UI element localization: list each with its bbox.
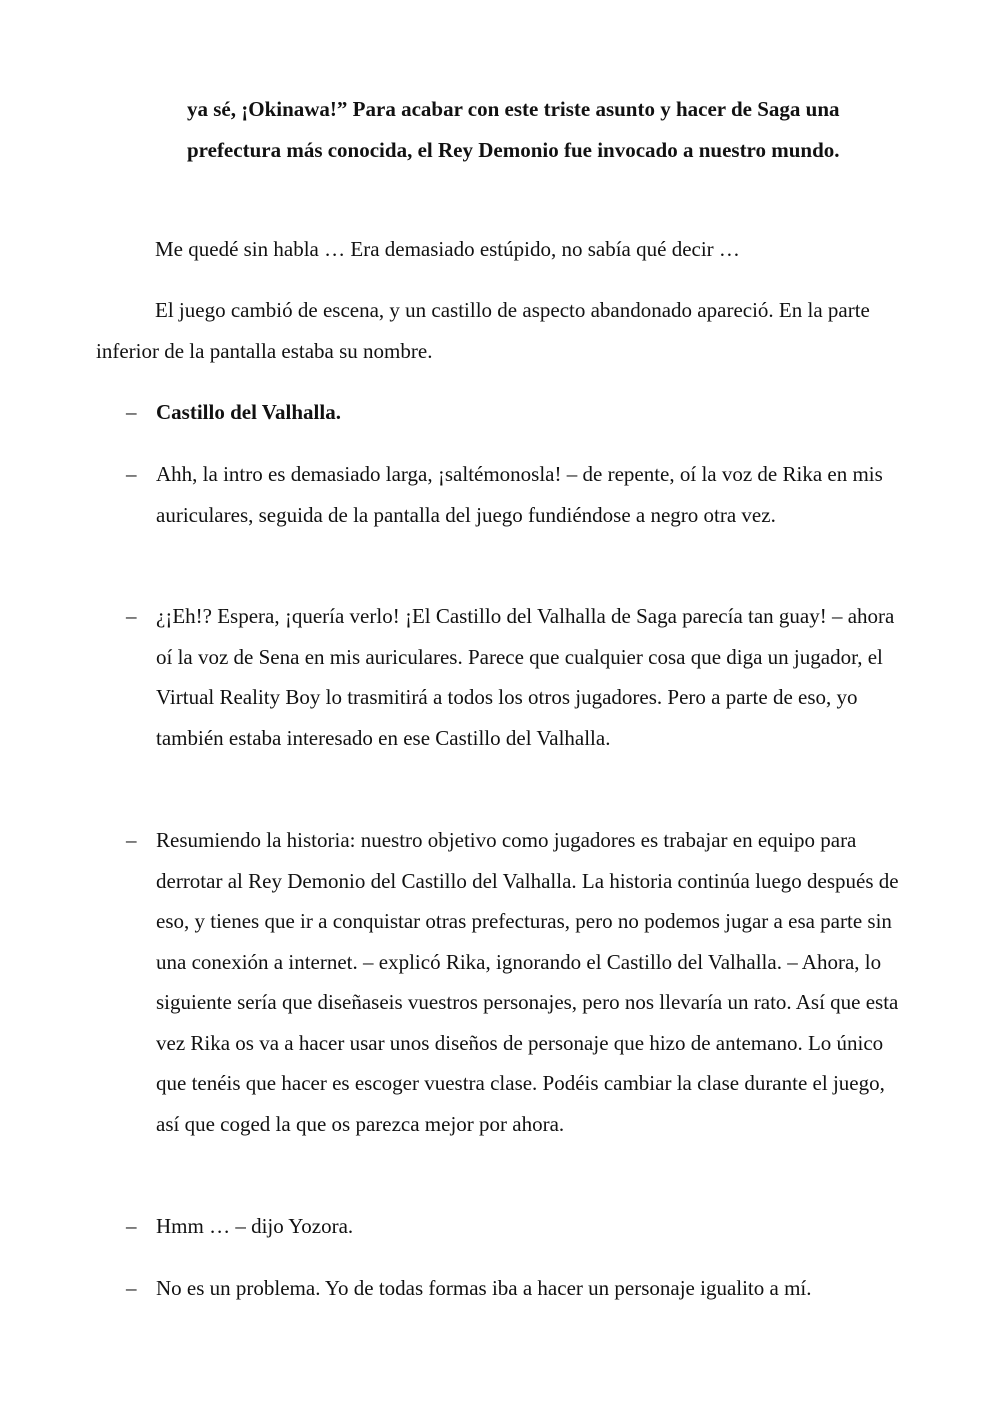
dialogue-text: Ahh, la intro es demasiado larga, ¡saltémonosla! – de repente, oí la voz de Rika en mis auriculares, seguida de la pantalla del juego fundiéndose a negro otra vez. — [156, 462, 883, 527]
dialogue-line — [126, 1268, 906, 1309]
bold-continuation-text: ya sé, ¡Okinawa!” Para acabar con este triste asunto y hacer de Saga una prefectura más conocida, el Rey Demonio fue invocado a nuestro mundo. — [187, 97, 840, 162]
dialogue-text: ¿¡Eh!? Espera, ¡quería verlo! ¡El Castillo del Valhalla de Saga parecía tan guay! – ahora oí la voz de Sena en mis auriculares. Parece que cualquier cosa que diga un jugador, el Virtual Reality Boy lo trasmitirá a todos los otros jugadores. Pero a parte de eso, yo también estaba interesado en ese Castillo del Valhalla. — [156, 604, 895, 750]
dialogue-line — [126, 820, 906, 1144]
paragraph: El juego cambió de escena, y un castillo de aspecto abandonado apareció. En la parte inferior de la pantalla estaba su nombre. — [96, 298, 870, 363]
dialogue-dash: – — [126, 1276, 137, 1300]
dialogue-line — [126, 596, 906, 758]
dialogue-line — [126, 1206, 906, 1247]
dialogue-dash: – — [126, 828, 137, 852]
dialogue-text: Castillo del Valhalla. — [156, 400, 341, 424]
dialogue-dash: – — [126, 462, 137, 486]
dialogue-line — [126, 392, 906, 433]
paragraph: Me quedé sin habla … Era demasiado estúpido, no sabía qué decir … — [155, 237, 740, 261]
dialogue-dash: – — [126, 1214, 137, 1238]
dialogue-dash: – — [126, 400, 137, 424]
dialogue-text: Hmm … – dijo Yozora. — [156, 1214, 354, 1238]
dialogue-dash: – — [126, 604, 137, 628]
dialogue-text: No es un problema. Yo de todas formas iba a hacer un personaje igualito a mí. — [156, 1276, 812, 1300]
dialogue-text: Resumiendo la historia: nuestro objetivo como jugadores es trabajar en equipo para derrotar al Rey Demonio del Castillo del Valhalla. La historia continúa luego después de eso, y tienes que ir a conquistar otras prefecturas, pero no podemos jugar a esa parte sin una conexión a internet. – explicó Rika, ignorando el Castillo del Valhalla. – Ahora, lo siguiente sería que diseñaseis vuestros personajes, pero nos llevaría un rato. Así que esta vez Rika os va a hacer usar unos diseños de personaje que hizo de antemano. Lo único que tenéis que hacer es escoger vuestra clase. Podéis cambiar la clase durante el juego, así que coged la que os parezca mejor por ahora. — [156, 828, 899, 1136]
dialogue-line — [126, 454, 906, 535]
